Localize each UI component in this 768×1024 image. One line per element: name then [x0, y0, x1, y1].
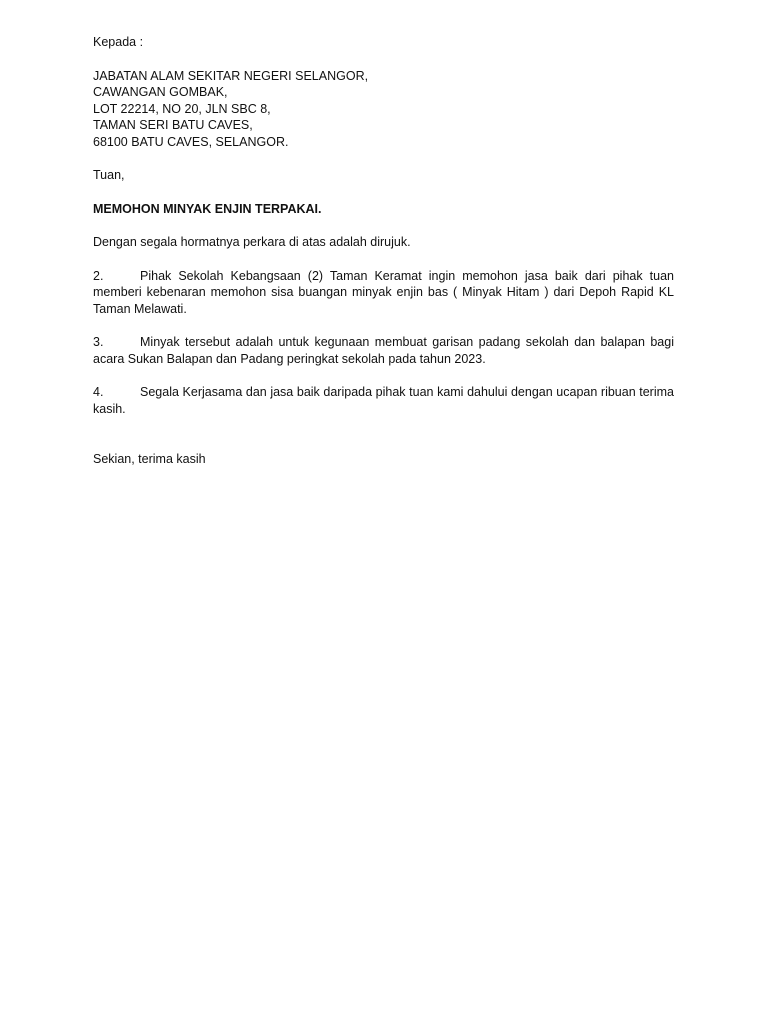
intro-paragraph: Dengan segala hormatnya perkara di atas adalah dirujuk.	[93, 235, 411, 249]
spacer	[93, 417, 674, 434]
paragraph-4	[93, 384, 674, 417]
paragraph-text: Pihak Sekolah Kebangsaan (2) Taman Keramat ingin memohon jasa baik dari pihak tuan memberi kebenaran memohon sisa buangan minyak enjin bas ( Minyak Hitam ) dari Depoh Rapid KL Taman Melawati.	[93, 268, 674, 316]
paragraph-text: Minyak tersebut adalah untuk kegunaan membuat garisan padang sekolah dan balapan bagi acara Sukan Balapan dan Padang peringkat sekolah pada tahun 2023.	[93, 335, 674, 366]
address-line: LOT 22214, NO 20, JLN SBC 8,	[93, 101, 271, 116]
address-line: CAWANGAN GOMBAK,	[93, 85, 228, 99]
spacer	[93, 317, 674, 334]
letter-body	[93, 34, 674, 468]
paragraph-number: 3.	[93, 335, 104, 349]
paragraph-2	[93, 268, 674, 318]
closing-line: Sekian, terima kasih	[93, 452, 206, 466]
address-line: JABATAN ALAM SEKITAR NEGERI SELANGOR,	[93, 68, 369, 83]
recipient-address	[93, 68, 674, 151]
spacer	[93, 51, 674, 68]
paragraph-number: 2.	[93, 268, 104, 283]
paragraph-text: Segala Kerjasama dan jasa baik daripada pihak tuan kami dahului dengan ucapan ribuan terima kasih.	[93, 385, 674, 416]
spacer	[93, 434, 674, 451]
address-line: 68100 BATU CAVES, SELANGOR.	[93, 134, 289, 149]
subject-line: MEMOHON MINYAK ENJIN TERPAKAI.	[93, 201, 322, 216]
spacer	[93, 251, 674, 268]
paragraph-number: 4.	[93, 385, 104, 399]
spacer	[93, 150, 674, 167]
spacer	[93, 217, 674, 234]
greeting: Tuan,	[93, 168, 125, 182]
recipient-heading: Kepada :	[93, 35, 144, 49]
spacer	[93, 367, 674, 384]
spacer	[93, 184, 674, 201]
address-line: TAMAN SERI BATU CAVES,	[93, 118, 253, 132]
paragraph-3	[93, 334, 674, 367]
